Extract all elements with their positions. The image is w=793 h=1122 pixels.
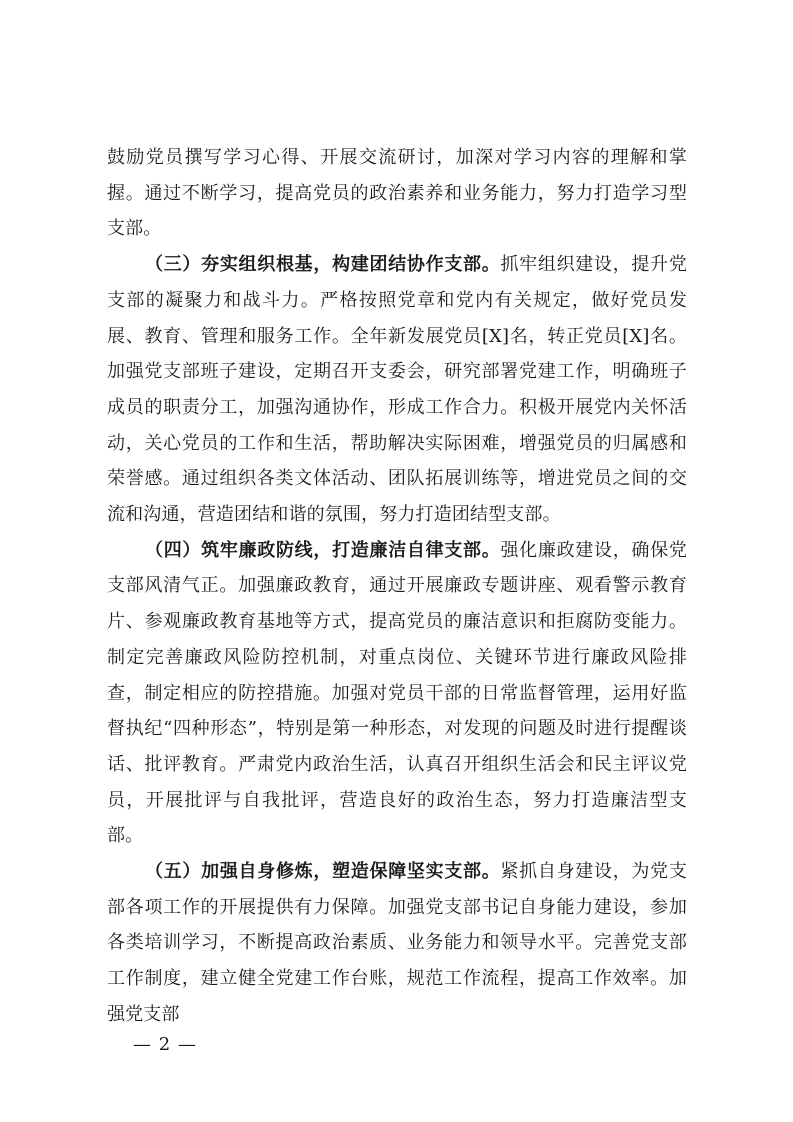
section-3-heading: （三）夯实组织根基，构建团结协作支部。 xyxy=(145,254,501,276)
paragraph-text: 鼓励党员撰写学习心得、开展交流研讨，加深对学习内容的理解和掌握。通过不断学习，提高党员的政治素养和业务能力，努力打造学习型支部。 xyxy=(107,147,687,240)
section-3-text: 抓牢组织建设，提升党支部的凝聚力和战斗力。严格按照党章和党内有关规定，做好党员发展、教育、管理和服务工作。全年新发展党员[X]名，转正党员[X]名。加强党支部班子建设，定期召开支委会，研究部署党建工作，明确班子成员的职责分工，加强沟通协作，形成工作合力。积极开展党内关怀活动，关心党员的工作和生活，帮助解决实际困难，增强党员的归属感和荣誉感。通过组织各类文体活动、团队拓展训练等，增进党员之间的交流和沟通，营造团结和谐的氛围，努力打造团结型支部。 xyxy=(107,254,687,526)
paragraph-section-3 xyxy=(107,247,687,533)
section-5-text: 紧抓自身建设，为党支部各项工作的开展提供有力保障。加强党支部书记自身能力建设，参加各类培训学习，不断提高政治素质、业务能力和领导水平。完善党支部工作制度，建立健全党建工作台账，规范工作流程，提高工作效率。加强党支部 xyxy=(107,861,687,1025)
paragraph-continuation xyxy=(107,140,687,247)
document-body xyxy=(107,140,687,1033)
page-number: — 2 — xyxy=(133,1034,197,1055)
section-4-text: 强化廉政建设，确保党支部风清气正。加强廉政教育，通过开展廉政专题讲座、观看警示教育片、参观廉政教育基地等方式，提高党员的廉洁意识和拒腐防变能力。制定完善廉政风险防控机制，对重点岗位、关键环节进行廉政风险排查，制定相应的防控措施。加强对党员干部的日常监督管理，运用好监督执纪“四种形态”，特别是第一种形态，对发现的问题及时进行提醒谈话、批评教育。严肃党内政治生活，认真召开组织生活会和民主评议党员，开展批评与自我批评，营造良好的政治生态，努力打造廉洁型支部。 xyxy=(107,539,687,847)
paragraph-section-5 xyxy=(107,854,687,1033)
section-4-heading: （四）筑牢廉政防线，打造廉洁自律支部。 xyxy=(145,539,501,561)
paragraph-section-4 xyxy=(107,533,687,854)
section-5-heading: （五）加强自身修炼，塑造保障坚实支部。 xyxy=(145,861,501,883)
